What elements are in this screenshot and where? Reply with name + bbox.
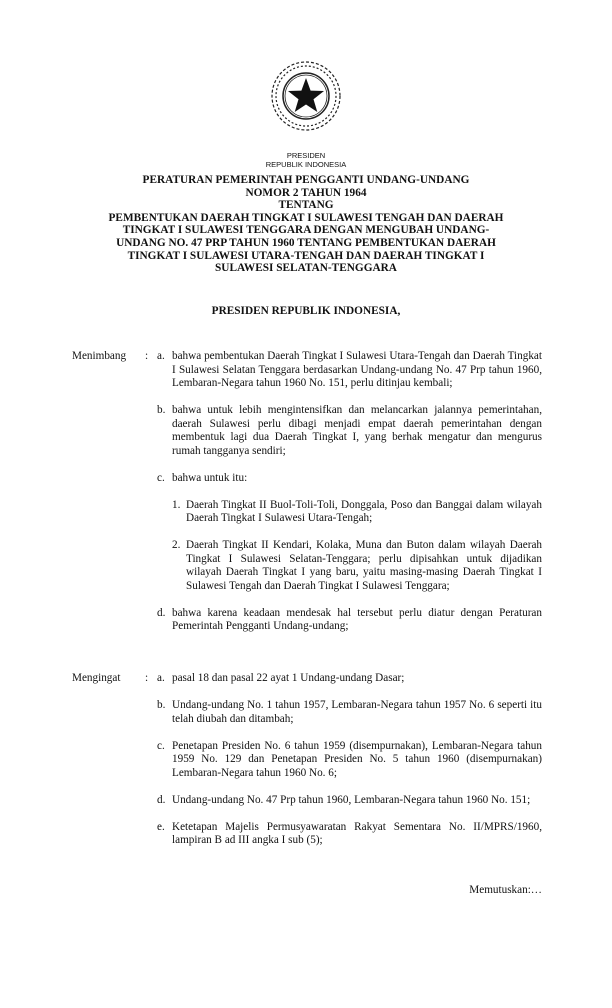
continuation-text: Memutuskan:… bbox=[469, 884, 542, 896]
garuda-star-emblem-icon bbox=[268, 58, 344, 134]
title-line: PEMBENTUKAN DAERAH TINGKAT I SULAWESI TENGAH DAN DAERAH bbox=[108, 211, 504, 224]
item-marker: b. bbox=[157, 699, 166, 711]
president-heading: PRESIDEN REPUBLIK INDONESIA, bbox=[211, 305, 401, 317]
document-title bbox=[70, 174, 542, 275]
title-line: PERATURAN PEMERINTAH PENGGANTI UNDANG-UNDANG bbox=[142, 174, 470, 186]
list-item bbox=[157, 404, 542, 458]
list-item bbox=[157, 672, 542, 686]
title-line: NOMOR 2 TAHUN 1964 bbox=[245, 186, 367, 199]
item-marker: a. bbox=[157, 672, 165, 684]
item-marker: c. bbox=[157, 471, 165, 484]
list-item bbox=[157, 699, 542, 726]
menimbang-section bbox=[72, 350, 542, 647]
title-line: TENTANG bbox=[278, 199, 334, 212]
list-item bbox=[157, 794, 542, 808]
item-marker: e. bbox=[157, 820, 165, 833]
item-text: bahwa karena keadaan mendesak hal tersebut perlu diatur dengan Peraturan Pemerintah Pengganti Undang-undang; bbox=[172, 606, 542, 632]
item-marker: 2. bbox=[172, 539, 181, 551]
item-marker: d. bbox=[157, 793, 166, 806]
section-colon: : bbox=[145, 350, 149, 362]
section-label: Menimbang bbox=[72, 350, 127, 362]
item-text: pasal 18 dan pasal 22 ayat 1 Undang-undang Dasar; bbox=[172, 672, 405, 684]
sub-list-item bbox=[172, 499, 542, 526]
section-label: Mengingat bbox=[72, 672, 121, 684]
list-item bbox=[157, 821, 542, 848]
item-text: bahwa untuk lebih mengintensifkan dan melancarkan jalannya pemerintahan, daerah Sulawesi perlu dibagi menjadi empat daerah pemerintahan dengan membentuk lagi dua Daerah Tingkat I, yang berhak mengatur dan mengurus rumah tangganya sendiri; bbox=[172, 404, 542, 457]
item-text: Daerah Tingkat II Kendari, Kolaka, Muna dan Buton dalam wilayah Daerah Tingkat I Sulawesi Selatan-Tenggara; perlu dipisahkan untuk dijadikan wilayah Daerah Tingkat I yang baru, yaitu masing-masing Daerah Tingkat I Sulawesi Tengah dan Daerah Tingkat I Sulawesi Tenggara; bbox=[186, 539, 542, 592]
item-text: bahwa untuk itu: bbox=[172, 471, 248, 484]
title-line: TINGKAT I SULAWESI UTARA-TENGAH DAN DAERAH TINGKAT I bbox=[127, 249, 485, 262]
item-text: Ketetapan Majelis Permusyawaratan Rakyat Sementara No. II/MPRS/1960, lampiran B ad III angka I sub (5); bbox=[172, 820, 542, 846]
item-marker: a. bbox=[157, 350, 165, 362]
item-text: Undang-undang No. 1 tahun 1957, Lembaran-Negara tahun 1957 No. 6 seperti itu telah diubah dan ditambah; bbox=[172, 699, 542, 725]
institution-header bbox=[0, 151, 612, 169]
item-marker: d. bbox=[157, 606, 166, 619]
item-text: Penetapan Presiden No. 6 tahun 1959 (disempurnakan), Lembaran-Negara tahun 1959 No. 129 dan Penetapan Presiden No. 5 tahun 1960 (disempurnakan) Lembaran-Negara tahun 1960 No. 6; bbox=[172, 739, 542, 779]
list-item bbox=[157, 740, 542, 781]
title-line: SULAWESI SELATAN-TENGGARA bbox=[215, 262, 397, 275]
title-line: TINGKAT I SULAWESI TENGGARA DENGAN MENGUBAH UNDANG- bbox=[122, 224, 490, 237]
title-line: UNDANG NO. 47 PRP TAHUN 1960 TENTANG PEMBENTUKAN DAERAH bbox=[116, 236, 496, 249]
institution-line: REPUBLIK INDONESIA bbox=[265, 160, 347, 169]
section-colon: : bbox=[145, 672, 149, 684]
list-item bbox=[157, 607, 542, 634]
mengingat-section bbox=[72, 672, 542, 861]
item-text: Daerah Tingkat II Buol-Toli-Toli, Donggala, Poso dan Banggai dalam wilayah Daerah Tingkat I Sulawesi Utara-Tengah; bbox=[186, 498, 542, 524]
item-text: Undang-undang No. 47 Prp tahun 1960, Lembaran-Negara tahun 1960 No. 151; bbox=[172, 793, 531, 806]
list-item bbox=[157, 350, 542, 391]
item-text: bahwa pembentukan Daerah Tingkat I Sulawesi Utara-Tengah dan Daerah Tingkat I Sulawesi Selatan Tenggara berdasarkan Undang-undang No. 47 Prp tahun 1960, Lembaran-Negara tahun 1960 No. 151, perlu ditinjau kembali; bbox=[172, 350, 542, 389]
list-item bbox=[157, 472, 542, 486]
item-marker: 1. bbox=[172, 498, 181, 511]
institution-line: PRESIDEN bbox=[286, 151, 326, 160]
item-marker: c. bbox=[157, 739, 165, 752]
sub-list-item bbox=[172, 539, 542, 593]
item-marker: b. bbox=[157, 404, 166, 416]
